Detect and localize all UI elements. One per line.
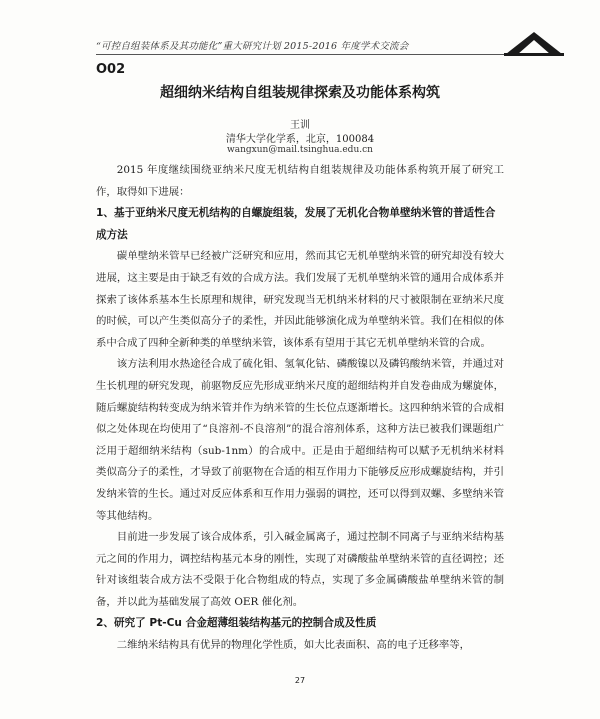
section2-heading: 2、研究了 Pt-Cu 合金超薄组装结构基元的控制合成及性质 bbox=[96, 617, 377, 630]
author-email: wangxun@mail.tsinghua.edu.cn bbox=[227, 145, 373, 155]
abstract-code: O02 bbox=[96, 62, 126, 77]
section1-heading: 1、基于亚纳米尺度无机结构的自螺旋组装，发展了无机化合物单壁纳米管的普适性合成方法 bbox=[96, 207, 496, 241]
header-divider bbox=[96, 54, 504, 55]
running-header: “可控自组装体系及其功能化”重大研究计划 2015-2016 年度学术交流会 bbox=[96, 41, 409, 52]
author-name: 王训 bbox=[290, 120, 310, 131]
conference-logo-icon bbox=[504, 30, 564, 56]
section1-paragraph-2: 该方法利用水热途径合成了硫化钼、氢氧化钴、磷酸镍以及磷钨酸纳米管，并通过对生长机理的研究发现，前驱物反应先形成亚纳米尺度的超细结构并自发卷曲成为螺旋体，随后螺旋结构转变成为纳米管并作为纳米管的生长位点逐渐增长。这四种纳米管的合成相似之处体现在均使用了“良溶剂-不良溶剂”的混合溶剂体系，这种方法已被我们课题组广泛用于超细纳米结构（sub-1nm）的合成中。正是由于超细结构可以赋予无机纳米材料类似高分子的柔性，才导致了前驱物在合适的相互作用力下能够反应形成螺旋结构，并引发纳米管的生长。通过对反应体系和互作用力强弱的调控，还可以得到双螺、多壁纳米管等其他结构。 bbox=[96, 358, 504, 522]
section1-paragraph-1: 碳单壁纳米管早已经被广泛研究和应用，然而其它无机单壁纳米管的研究却没有较大进展，这主要是由于缺乏有效的合成方法。我们发展了无机单壁纳米管的通用合成体系并探索了该体系基本生长原理和规律，研究发现当无机纳米材料的尺寸被限制在亚纳米尺度的时候，可以产生类似高分子的柔性，并因此能够演化成为单壁纳米管。我们在相似的体系中合成了四种全新种类的单壁纳米管，该体系有望用于其它无机单壁纳米管的合成。 bbox=[96, 250, 504, 349]
affiliation: 清华大学化学系，北京，100084 bbox=[225, 134, 375, 145]
intro-paragraph: 2015 年度继续围绕亚纳米尺度无机结构自组装规律及功能体系构筑开展了研究工作，取得如下进展： bbox=[96, 164, 504, 198]
paper-title: 超细纳米结构自组装规律探索及功能体系构筑 bbox=[160, 85, 440, 101]
section2-paragraph-1: 二维纳米结构具有优异的物理化学性质，如大比表面积、高的电子迁移率等， bbox=[116, 639, 471, 652]
body-text bbox=[96, 160, 504, 657]
page-number: 27 bbox=[294, 676, 306, 685]
section1-paragraph-3: 目前进一步发展了该合成体系，引入碱金属离子，通过控制不同离子与亚纳米结构基元之间的作用力，调控结构基元本身的刚性，实现了对磷酸盐单壁纳米管的直径调控；还针对该组装合成方法不受限于化合物组成的特点，实现了多金属磷酸盐单壁纳米管的制备，并以此为基础发展了高效 OER 催化剂。 bbox=[96, 531, 504, 608]
